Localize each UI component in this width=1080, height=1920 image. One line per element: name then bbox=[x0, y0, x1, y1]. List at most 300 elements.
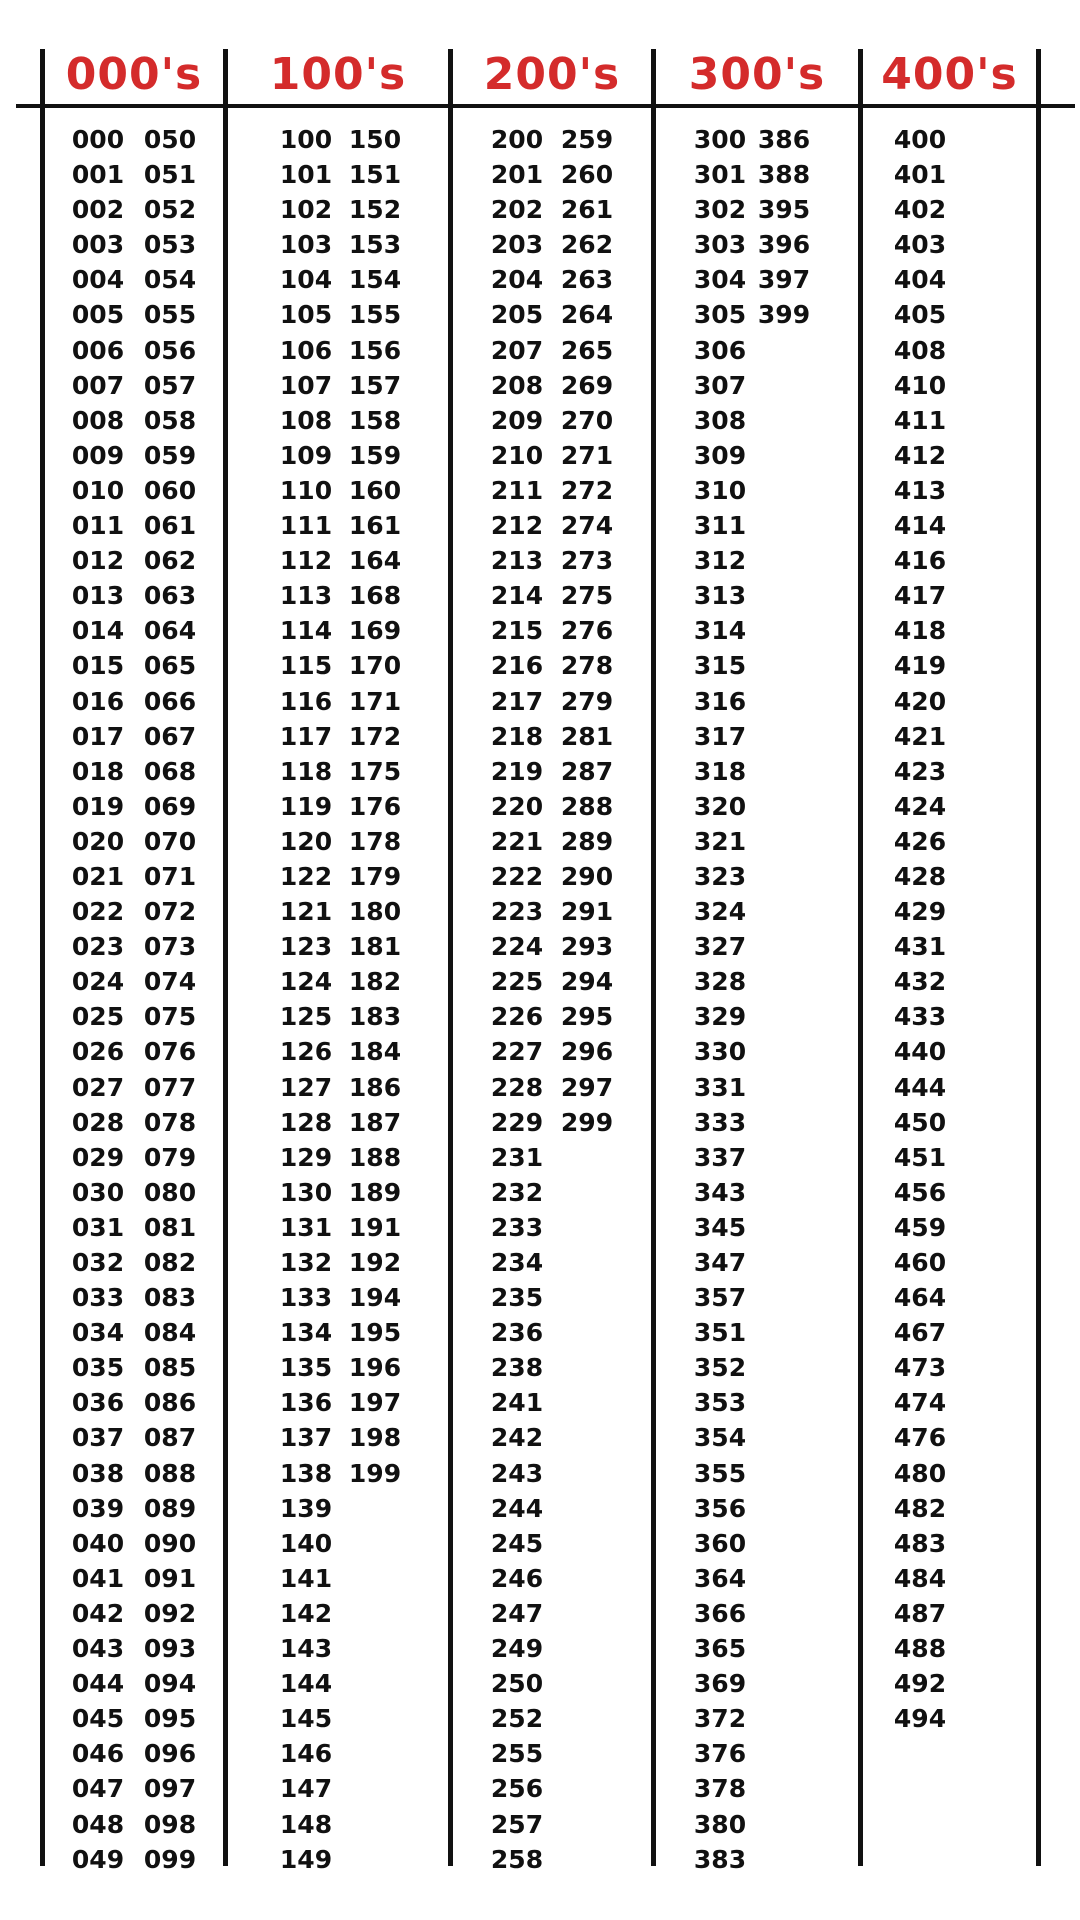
number-item: 203 bbox=[490, 230, 544, 260]
number-item: 170 bbox=[348, 651, 402, 681]
number-item: 030 bbox=[71, 1177, 125, 1207]
number-item: 141 bbox=[279, 1563, 333, 1593]
number-item: 380 bbox=[693, 1809, 747, 1839]
number-item: 029 bbox=[71, 1142, 125, 1172]
number-column bbox=[487, 122, 547, 1877]
number-item: 074 bbox=[143, 967, 197, 997]
number-item: 221 bbox=[490, 826, 544, 856]
number-item: 369 bbox=[693, 1669, 747, 1699]
divider-line bbox=[448, 49, 453, 1866]
number-column bbox=[345, 122, 405, 1491]
header-100s: 100's bbox=[269, 49, 407, 100]
number-item: 245 bbox=[490, 1528, 544, 1558]
number-column bbox=[890, 122, 950, 1736]
number-item: 135 bbox=[279, 1353, 333, 1383]
number-item: 399 bbox=[757, 300, 811, 330]
number-item: 090 bbox=[143, 1528, 197, 1558]
number-item: 126 bbox=[279, 1037, 333, 1067]
number-item: 199 bbox=[348, 1458, 402, 1488]
number-item: 225 bbox=[490, 967, 544, 997]
number-item: 424 bbox=[893, 791, 947, 821]
number-item: 324 bbox=[693, 897, 747, 927]
number-item: 101 bbox=[279, 160, 333, 190]
number-item: 143 bbox=[279, 1634, 333, 1664]
number-item: 031 bbox=[71, 1212, 125, 1242]
number-item: 091 bbox=[143, 1563, 197, 1593]
number-item: 061 bbox=[143, 511, 197, 541]
number-item: 214 bbox=[490, 581, 544, 611]
number-item: 255 bbox=[490, 1739, 544, 1769]
number-item: 307 bbox=[693, 370, 747, 400]
number-item: 114 bbox=[279, 616, 333, 646]
number-item: 096 bbox=[143, 1739, 197, 1769]
number-item: 291 bbox=[560, 897, 614, 927]
number-item: 164 bbox=[348, 546, 402, 576]
number-item: 263 bbox=[560, 265, 614, 295]
number-item: 168 bbox=[348, 581, 402, 611]
number-item: 274 bbox=[560, 511, 614, 541]
number-item: 171 bbox=[348, 686, 402, 716]
number-item: 476 bbox=[893, 1423, 947, 1453]
number-item: 215 bbox=[490, 616, 544, 646]
divider-line bbox=[1036, 49, 1041, 1866]
number-item: 062 bbox=[143, 546, 197, 576]
number-item: 431 bbox=[893, 932, 947, 962]
number-item: 047 bbox=[71, 1774, 125, 1804]
number-item: 365 bbox=[693, 1634, 747, 1664]
number-item: 098 bbox=[143, 1809, 197, 1839]
number-item: 128 bbox=[279, 1107, 333, 1137]
number-item: 118 bbox=[279, 756, 333, 786]
number-item: 134 bbox=[279, 1318, 333, 1348]
header-200s: 200's bbox=[483, 49, 621, 100]
number-item: 204 bbox=[490, 265, 544, 295]
number-item: 412 bbox=[893, 440, 947, 470]
number-item: 138 bbox=[279, 1458, 333, 1488]
number-item: 314 bbox=[693, 616, 747, 646]
number-item: 228 bbox=[490, 1072, 544, 1102]
number-item: 007 bbox=[71, 370, 125, 400]
number-item: 405 bbox=[893, 300, 947, 330]
number-item: 426 bbox=[893, 826, 947, 856]
number-item: 044 bbox=[71, 1669, 125, 1699]
number-item: 079 bbox=[143, 1142, 197, 1172]
number-item: 146 bbox=[279, 1739, 333, 1769]
number-item: 249 bbox=[490, 1634, 544, 1664]
number-item: 004 bbox=[71, 265, 125, 295]
number-item: 093 bbox=[143, 1634, 197, 1664]
number-item: 272 bbox=[560, 475, 614, 505]
divider-line bbox=[223, 49, 228, 1866]
number-item: 460 bbox=[893, 1248, 947, 1277]
number-item: 142 bbox=[279, 1598, 333, 1628]
number-item: 383 bbox=[693, 1844, 747, 1874]
number-item: 419 bbox=[893, 651, 947, 681]
number-item: 194 bbox=[348, 1283, 402, 1313]
number-item: 293 bbox=[560, 932, 614, 962]
number-item: 212 bbox=[490, 511, 544, 541]
number-item: 329 bbox=[693, 1002, 747, 1032]
number-item: 176 bbox=[348, 791, 402, 821]
number-item: 209 bbox=[490, 405, 544, 435]
number-item: 105 bbox=[279, 300, 333, 330]
number-item: 057 bbox=[143, 370, 197, 400]
number-item: 077 bbox=[143, 1072, 197, 1102]
number-item: 300 bbox=[693, 125, 747, 154]
header-000s: 000's bbox=[65, 49, 203, 100]
number-item: 013 bbox=[71, 581, 125, 611]
number-item: 113 bbox=[279, 581, 333, 611]
number-item: 256 bbox=[490, 1774, 544, 1804]
number-item: 149 bbox=[279, 1844, 333, 1874]
divider-line bbox=[40, 49, 45, 1866]
number-item: 257 bbox=[490, 1809, 544, 1839]
number-item: 158 bbox=[348, 405, 402, 435]
number-item: 018 bbox=[71, 756, 125, 786]
number-item: 111 bbox=[279, 511, 333, 541]
number-item: 330 bbox=[693, 1037, 747, 1067]
number-item: 278 bbox=[560, 651, 614, 681]
number-item: 154 bbox=[348, 265, 402, 295]
header-underline bbox=[16, 104, 1075, 108]
number-item: 032 bbox=[71, 1248, 125, 1277]
number-item: 072 bbox=[143, 897, 197, 927]
number-item: 144 bbox=[279, 1669, 333, 1699]
number-item: 068 bbox=[143, 756, 197, 786]
number-item: 151 bbox=[348, 160, 402, 190]
number-item: 071 bbox=[143, 861, 197, 891]
number-item: 152 bbox=[348, 195, 402, 225]
number-item: 328 bbox=[693, 967, 747, 997]
number-item: 153 bbox=[348, 230, 402, 260]
number-item: 131 bbox=[279, 1212, 333, 1242]
number-item: 155 bbox=[348, 300, 402, 330]
number-item: 264 bbox=[560, 300, 614, 330]
number-item: 318 bbox=[693, 756, 747, 786]
number-item: 444 bbox=[893, 1072, 947, 1102]
number-item: 357 bbox=[693, 1283, 747, 1313]
number-item: 123 bbox=[279, 932, 333, 962]
number-item: 195 bbox=[348, 1318, 402, 1348]
number-item: 024 bbox=[71, 967, 125, 997]
number-item: 036 bbox=[71, 1388, 125, 1418]
number-item: 305 bbox=[693, 300, 747, 330]
number-item: 312 bbox=[693, 546, 747, 576]
number-item: 211 bbox=[490, 475, 544, 505]
number-item: 428 bbox=[893, 861, 947, 891]
number-item: 294 bbox=[560, 967, 614, 997]
number-item: 184 bbox=[348, 1037, 402, 1067]
number-item: 053 bbox=[143, 230, 197, 260]
number-item: 097 bbox=[143, 1774, 197, 1804]
number-item: 400 bbox=[893, 125, 947, 154]
divider-line bbox=[651, 49, 656, 1866]
number-item: 109 bbox=[279, 440, 333, 470]
number-item: 008 bbox=[71, 405, 125, 435]
header-400s: 400's bbox=[881, 49, 1018, 100]
number-item: 183 bbox=[348, 1002, 402, 1032]
number-item: 388 bbox=[757, 160, 811, 190]
number-item: 147 bbox=[279, 1774, 333, 1804]
number-item: 404 bbox=[893, 265, 947, 295]
number-item: 484 bbox=[893, 1563, 947, 1593]
number-item: 001 bbox=[71, 160, 125, 190]
number-item: 210 bbox=[490, 440, 544, 470]
number-item: 159 bbox=[348, 440, 402, 470]
number-item: 157 bbox=[348, 370, 402, 400]
number-item: 140 bbox=[279, 1528, 333, 1558]
number-item: 085 bbox=[143, 1353, 197, 1383]
number-item: 119 bbox=[279, 791, 333, 821]
number-item: 115 bbox=[279, 651, 333, 681]
number-item: 035 bbox=[71, 1353, 125, 1383]
number-item: 303 bbox=[693, 230, 747, 260]
number-item: 127 bbox=[279, 1072, 333, 1102]
number-item: 003 bbox=[71, 230, 125, 260]
number-item: 218 bbox=[490, 721, 544, 751]
number-item: 315 bbox=[693, 651, 747, 681]
number-item: 480 bbox=[893, 1458, 947, 1488]
number-item: 034 bbox=[71, 1318, 125, 1348]
number-item: 321 bbox=[693, 826, 747, 856]
number-item: 056 bbox=[143, 335, 197, 365]
number-item: 150 bbox=[348, 125, 402, 154]
number-item: 075 bbox=[143, 1002, 197, 1032]
number-item: 352 bbox=[693, 1353, 747, 1383]
number-item: 320 bbox=[693, 791, 747, 821]
number-item: 440 bbox=[893, 1037, 947, 1067]
number-item: 088 bbox=[143, 1458, 197, 1488]
number-item: 023 bbox=[71, 932, 125, 962]
number-item: 378 bbox=[693, 1774, 747, 1804]
number-item: 232 bbox=[490, 1177, 544, 1207]
number-item: 386 bbox=[757, 125, 811, 154]
number-item: 304 bbox=[693, 265, 747, 295]
number-item: 250 bbox=[490, 1669, 544, 1699]
number-item: 356 bbox=[693, 1493, 747, 1523]
number-item: 269 bbox=[560, 370, 614, 400]
number-item: 186 bbox=[348, 1072, 402, 1102]
number-item: 261 bbox=[560, 195, 614, 225]
number-item: 175 bbox=[348, 756, 402, 786]
number-item: 354 bbox=[693, 1423, 747, 1453]
number-item: 042 bbox=[71, 1598, 125, 1628]
number-item: 095 bbox=[143, 1704, 197, 1734]
number-item: 494 bbox=[893, 1704, 947, 1734]
number-item: 236 bbox=[490, 1318, 544, 1348]
number-item: 208 bbox=[490, 370, 544, 400]
number-item: 467 bbox=[893, 1318, 947, 1348]
number-item: 372 bbox=[693, 1704, 747, 1734]
number-item: 258 bbox=[490, 1844, 544, 1874]
number-item: 116 bbox=[279, 686, 333, 716]
header-300s: 300's bbox=[688, 49, 826, 100]
number-item: 019 bbox=[71, 791, 125, 821]
number-item: 296 bbox=[560, 1037, 614, 1067]
number-item: 279 bbox=[560, 686, 614, 716]
number-item: 087 bbox=[143, 1423, 197, 1453]
number-item: 112 bbox=[279, 546, 333, 576]
number-item: 353 bbox=[693, 1388, 747, 1418]
number-item: 297 bbox=[560, 1072, 614, 1102]
number-item: 289 bbox=[560, 826, 614, 856]
number-item: 309 bbox=[693, 440, 747, 470]
number-item: 121 bbox=[279, 897, 333, 927]
number-item: 084 bbox=[143, 1318, 197, 1348]
number-item: 451 bbox=[893, 1142, 947, 1172]
number-item: 397 bbox=[757, 265, 811, 295]
number-item: 051 bbox=[143, 160, 197, 190]
number-item: 178 bbox=[348, 826, 402, 856]
number-item: 100 bbox=[279, 125, 333, 154]
number-item: 201 bbox=[490, 160, 544, 190]
number-item: 396 bbox=[757, 230, 811, 260]
number-item: 337 bbox=[693, 1142, 747, 1172]
number-item: 137 bbox=[279, 1423, 333, 1453]
number-item: 103 bbox=[279, 230, 333, 260]
number-item: 148 bbox=[279, 1809, 333, 1839]
number-item: 223 bbox=[490, 897, 544, 927]
number-item: 473 bbox=[893, 1353, 947, 1383]
number-item: 059 bbox=[143, 440, 197, 470]
number-item: 351 bbox=[693, 1318, 747, 1348]
number-item: 238 bbox=[490, 1353, 544, 1383]
number-item: 037 bbox=[71, 1423, 125, 1453]
number-item: 082 bbox=[143, 1248, 197, 1277]
number-item: 295 bbox=[560, 1002, 614, 1032]
number-item: 244 bbox=[490, 1493, 544, 1523]
number-item: 069 bbox=[143, 791, 197, 821]
number-item: 078 bbox=[143, 1107, 197, 1137]
number-item: 402 bbox=[893, 195, 947, 225]
number-item: 271 bbox=[560, 440, 614, 470]
number-item: 191 bbox=[348, 1212, 402, 1242]
number-item: 180 bbox=[348, 897, 402, 927]
number-item: 187 bbox=[348, 1107, 402, 1137]
number-item: 139 bbox=[279, 1493, 333, 1523]
number-item: 015 bbox=[71, 651, 125, 681]
number-item: 041 bbox=[71, 1563, 125, 1593]
number-item: 172 bbox=[348, 721, 402, 751]
number-item: 067 bbox=[143, 721, 197, 751]
number-item: 234 bbox=[490, 1248, 544, 1277]
number-item: 416 bbox=[893, 546, 947, 576]
number-item: 145 bbox=[279, 1704, 333, 1734]
number-item: 395 bbox=[757, 195, 811, 225]
number-column bbox=[557, 122, 617, 1140]
number-item: 313 bbox=[693, 581, 747, 611]
number-item: 169 bbox=[348, 616, 402, 646]
number-item: 331 bbox=[693, 1072, 747, 1102]
number-item: 043 bbox=[71, 1634, 125, 1664]
number-item: 124 bbox=[279, 967, 333, 997]
number-item: 033 bbox=[71, 1283, 125, 1313]
number-item: 060 bbox=[143, 475, 197, 505]
number-item: 347 bbox=[693, 1248, 747, 1277]
number-item: 376 bbox=[693, 1739, 747, 1769]
number-column bbox=[276, 122, 336, 1877]
number-item: 161 bbox=[348, 511, 402, 541]
number-item: 010 bbox=[71, 475, 125, 505]
number-item: 433 bbox=[893, 1002, 947, 1032]
number-item: 275 bbox=[560, 581, 614, 611]
number-item: 413 bbox=[893, 475, 947, 505]
number-item: 216 bbox=[490, 651, 544, 681]
number-item: 120 bbox=[279, 826, 333, 856]
number-item: 323 bbox=[693, 861, 747, 891]
number-column bbox=[754, 122, 814, 333]
number-item: 002 bbox=[71, 195, 125, 225]
number-item: 302 bbox=[693, 195, 747, 225]
number-item: 063 bbox=[143, 581, 197, 611]
number-item: 009 bbox=[71, 440, 125, 470]
number-item: 333 bbox=[693, 1107, 747, 1137]
number-item: 252 bbox=[490, 1704, 544, 1734]
number-item: 224 bbox=[490, 932, 544, 962]
number-item: 259 bbox=[560, 125, 614, 154]
number-item: 094 bbox=[143, 1669, 197, 1699]
number-item: 226 bbox=[490, 1002, 544, 1032]
number-item: 423 bbox=[893, 756, 947, 786]
divider-line bbox=[858, 49, 863, 1866]
number-item: 106 bbox=[279, 335, 333, 365]
number-item: 049 bbox=[71, 1844, 125, 1874]
number-item: 403 bbox=[893, 230, 947, 260]
number-item: 262 bbox=[560, 230, 614, 260]
number-item: 418 bbox=[893, 616, 947, 646]
number-item: 299 bbox=[560, 1107, 614, 1137]
number-item: 005 bbox=[71, 300, 125, 330]
number-item: 287 bbox=[560, 756, 614, 786]
number-item: 198 bbox=[348, 1423, 402, 1453]
number-item: 102 bbox=[279, 195, 333, 225]
number-item: 122 bbox=[279, 861, 333, 891]
number-item: 040 bbox=[71, 1528, 125, 1558]
number-item: 207 bbox=[490, 335, 544, 365]
number-item: 028 bbox=[71, 1107, 125, 1137]
number-column bbox=[140, 122, 200, 1877]
number-item: 000 bbox=[71, 125, 125, 154]
number-item: 054 bbox=[143, 265, 197, 295]
number-item: 025 bbox=[71, 1002, 125, 1032]
number-item: 125 bbox=[279, 1002, 333, 1032]
number-item: 073 bbox=[143, 932, 197, 962]
number-item: 130 bbox=[279, 1177, 333, 1207]
number-item: 219 bbox=[490, 756, 544, 786]
number-item: 429 bbox=[893, 897, 947, 927]
number-item: 492 bbox=[893, 1669, 947, 1699]
number-item: 265 bbox=[560, 335, 614, 365]
number-item: 117 bbox=[279, 721, 333, 751]
number-item: 487 bbox=[893, 1598, 947, 1628]
number-item: 414 bbox=[893, 511, 947, 541]
number-item: 456 bbox=[893, 1177, 947, 1207]
number-item: 311 bbox=[693, 511, 747, 541]
number-item: 189 bbox=[348, 1177, 402, 1207]
number-item: 317 bbox=[693, 721, 747, 751]
number-item: 132 bbox=[279, 1248, 333, 1277]
number-item: 366 bbox=[693, 1598, 747, 1628]
number-item: 310 bbox=[693, 475, 747, 505]
number-item: 408 bbox=[893, 335, 947, 365]
number-column bbox=[68, 122, 128, 1877]
number-item: 050 bbox=[143, 125, 197, 154]
number-item: 027 bbox=[71, 1072, 125, 1102]
number-item: 364 bbox=[693, 1563, 747, 1593]
number-item: 242 bbox=[490, 1423, 544, 1453]
number-item: 110 bbox=[279, 475, 333, 505]
number-item: 052 bbox=[143, 195, 197, 225]
